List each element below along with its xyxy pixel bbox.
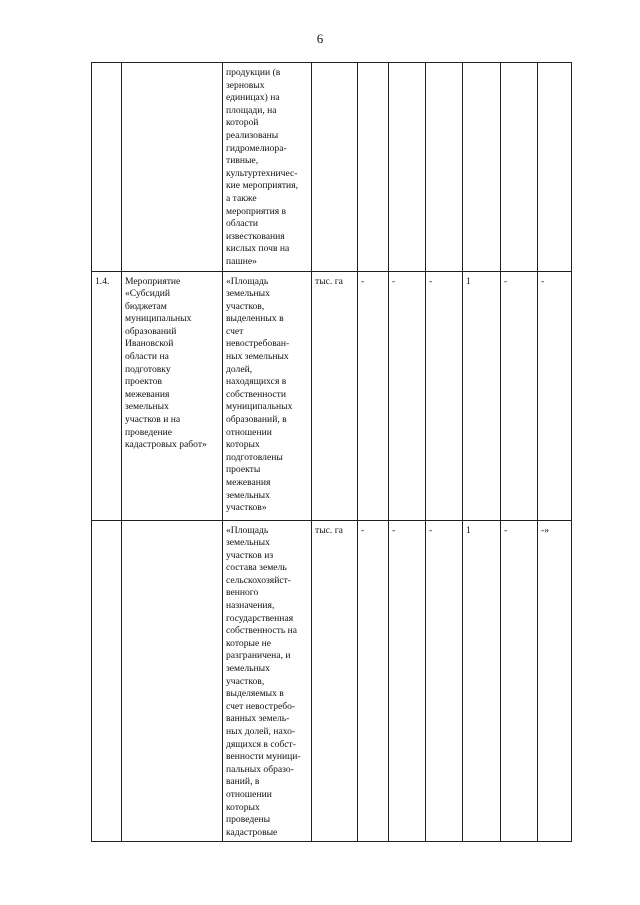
cell-value (358, 63, 389, 272)
cell-value: - (501, 271, 538, 520)
cell-number: 1.4. (92, 271, 122, 520)
cell-value: 1 (463, 271, 501, 520)
cell-value (389, 63, 426, 272)
cell-event (122, 520, 223, 842)
cell-indicator: «Площадь земельных участков из состава земель сельскохозяйст- венного назначения, государственная собственность на которые не разграничена, и земельных участков, выделяемых в счет невостребо- ванных земель- ных долей, нахо- дящихся в собст- венности муници- пальных образо- ваний, в отношении которых проведены кадастровые (223, 520, 312, 842)
cell-value: - (501, 520, 538, 842)
cell-event: Мероприятие «Субсидий бюджетам муниципальных образований Ивановской области на подготовку проектов межевания земельных участков и на проведение кадастровых работ» (122, 271, 223, 520)
cell-unit: тыс. га (312, 520, 358, 842)
cell-value: 1 (463, 520, 501, 842)
cell-value: - (389, 271, 426, 520)
cell-value (501, 63, 538, 272)
cell-value: -» (538, 520, 572, 842)
table-row (92, 520, 572, 842)
cell-value (538, 63, 572, 272)
cell-value: - (389, 520, 426, 842)
cell-value (463, 63, 501, 272)
cell-event (122, 63, 223, 272)
table-row (92, 63, 572, 272)
cell-number (92, 520, 122, 842)
cell-value: - (358, 520, 389, 842)
table-row (92, 271, 572, 520)
cell-value: - (538, 271, 572, 520)
cell-value: - (426, 271, 463, 520)
cell-indicator: «Площадь земельных участков, выделенных в счет невостребован- ных земельных долей, находящихся в собственности муниципальных образований, в отношении которых подготовлены проекты межевания земельных участков» (223, 271, 312, 520)
page-number: 6 (316, 31, 324, 46)
cell-indicator: продукции (в зерновых единицах) на площади, на которой реализованы гидромелиора- тивные, культуртехничес- кие мероприятия, а также мероприятия в области известкования кислых почв на пашне» (223, 63, 312, 272)
cell-unit (312, 63, 358, 272)
cell-value: - (426, 520, 463, 842)
cell-value: - (358, 271, 389, 520)
cell-number (92, 63, 122, 272)
indicators-table (91, 62, 572, 842)
cell-value (426, 63, 463, 272)
cell-unit: тыс. га (312, 271, 358, 520)
